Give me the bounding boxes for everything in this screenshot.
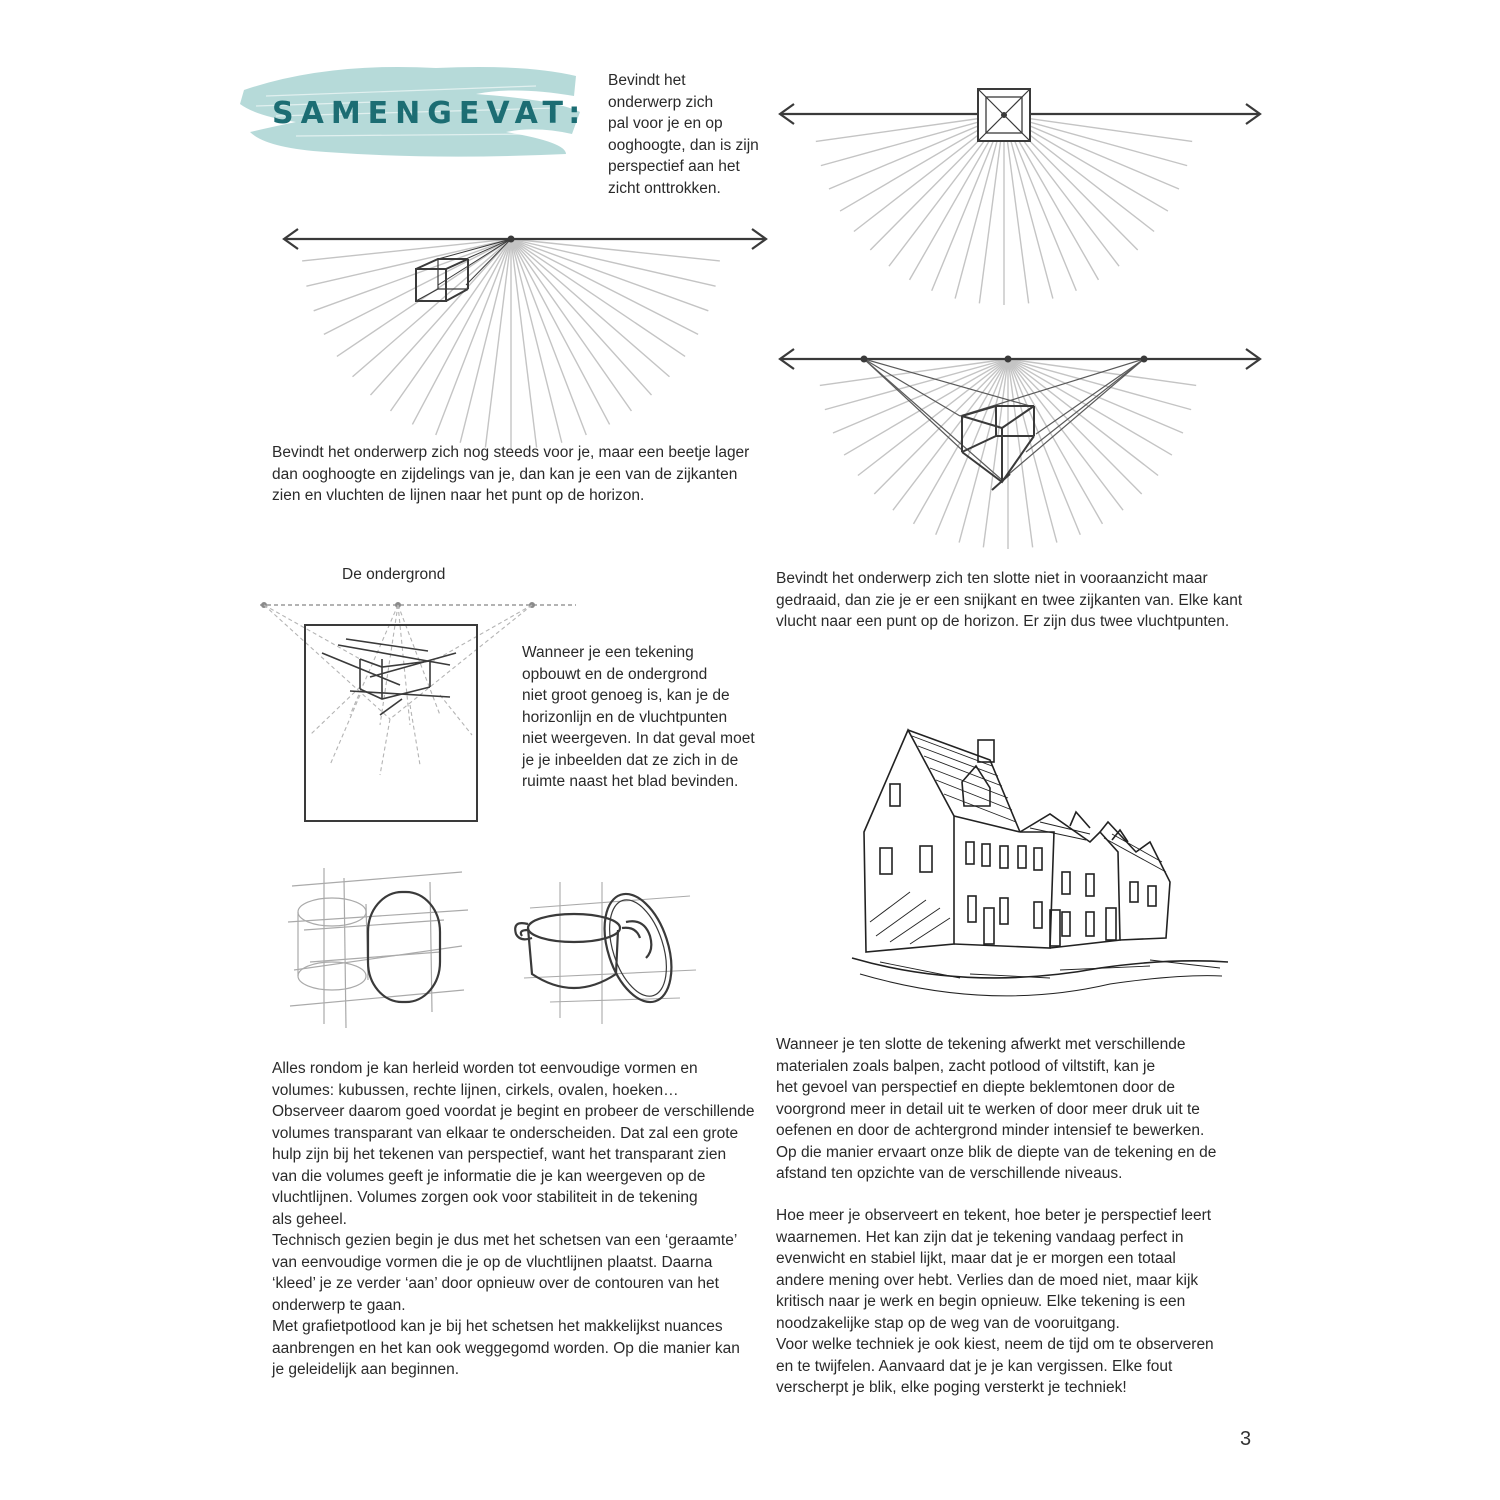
one-point-perspective-diagram — [278, 215, 773, 435]
ground-label: De ondergrond — [342, 566, 446, 583]
practice-text: Hoe meer je observeert en tekent, hoe beter je perspectief leert waarnemen. Het kan zijn dat je tekening vandaag perfect in evenwicht en stabiel lijkt, maar dat je er morgen een totaal andere mening over hebt. Verlies dan de moed niet, maar kijk kritisch naar je werk en begin opnieuw. Elke tekening is een noodzakelijke stap op de weg van de vooruitgang. Voor welke techniek je ook kiest, neem de tijd om te observeren en te twijfelen. Aanvaard dat je je kan vergissen. Elke fout verscherpt je blik, elke poging versterkt je techniek! — [776, 1207, 1214, 1396]
two-point-perspective-diagram — [770, 340, 1270, 550]
eye-level-perspective-diagram — [770, 80, 1270, 270]
cylinder-sketch — [284, 862, 474, 1032]
row-houses-ink-drawing — [850, 722, 1235, 1022]
eye-level-text: Bevindt het onderwerp zich pal voor je en op ooghoogte, dan is zijn perspectief aan het zicht onttrokken. — [608, 72, 759, 197]
page-heading: SAMENGEVAT: — [272, 96, 588, 131]
ground-text: Wanneer je een tekening opbouwt en de ondergrond niet groot genoeg is, kan je de horizonlijn en de vluchtpunten niet weergeven. In dat geval moet je je inbeelden dat ze zich in de ruimte naast het blad bevinden. — [522, 644, 755, 790]
cooking-pot-sketch — [510, 878, 700, 1028]
two-point-text: Bevindt het onderwerp zich ten slotte niet in vooraanzicht maar gedraaid, dan zie je er een snijkant en twee zijkanten van. Elke kant vlucht naar een punt op de horizon. Er zijn dus twee vluchtpunten. — [776, 570, 1243, 630]
one-point-text: Bevindt het onderwerp zich nog steeds voor je, maar een beetje lager dan ooghoogte en zijdelings van je, dan kan je een van de zijkanten zien en vluchten de lijnen naar het punt op de horizon. — [272, 444, 750, 504]
volumes-text: Alles rondom je kan herleid worden tot eenvoudige vormen en volumes: kubussen, rechte lijnen, cirkels, ovalen, hoeken… Observeer daarom goed voordat je begint en probeer de verschillende volumes transparant van elkaar te onderscheiden. Dat zal een grote hulp zijn bij het tekenen van perspectief, want het transparant zien van die volumes geeft je informatie die je kan weergeven op de vluchtlijnen. Volumes zorgen ook voor stabiliteit in de tekening als geheel. Technisch gezien begin je dus met het schetsen van een ‘geraamte’ van eenvoudige vormen die je op de vluchtlijnen plaatst. Daarna ‘kleed’ je ze verder ‘aan’ door opnieuw over de contouren van het onderwerp te gaan. Met grafietpotlood kan je bij het schetsen het makkelijkst nuances aanbrengen en het kan ook weggegomd worden. Op die manier kan je geleidelijk aan beginnen. — [272, 1060, 755, 1378]
finish-text: Wanneer je ten slotte de tekening afwerkt met verschillende materialen zoals balpen, zacht potlood of viltstift, kan je het gevoel van perspectief en diepte beklemtonen door de voorgrond meer in detail uit te werken of door meer druk uit te oefenen en door de achtergrond minder intensief te bewerken. Op die manier ervaart onze blik de diepte van de tekening en de afstand ten opzichte van de verschillende niveaus. — [776, 1036, 1217, 1182]
page-number: 3 — [1240, 1428, 1252, 1450]
